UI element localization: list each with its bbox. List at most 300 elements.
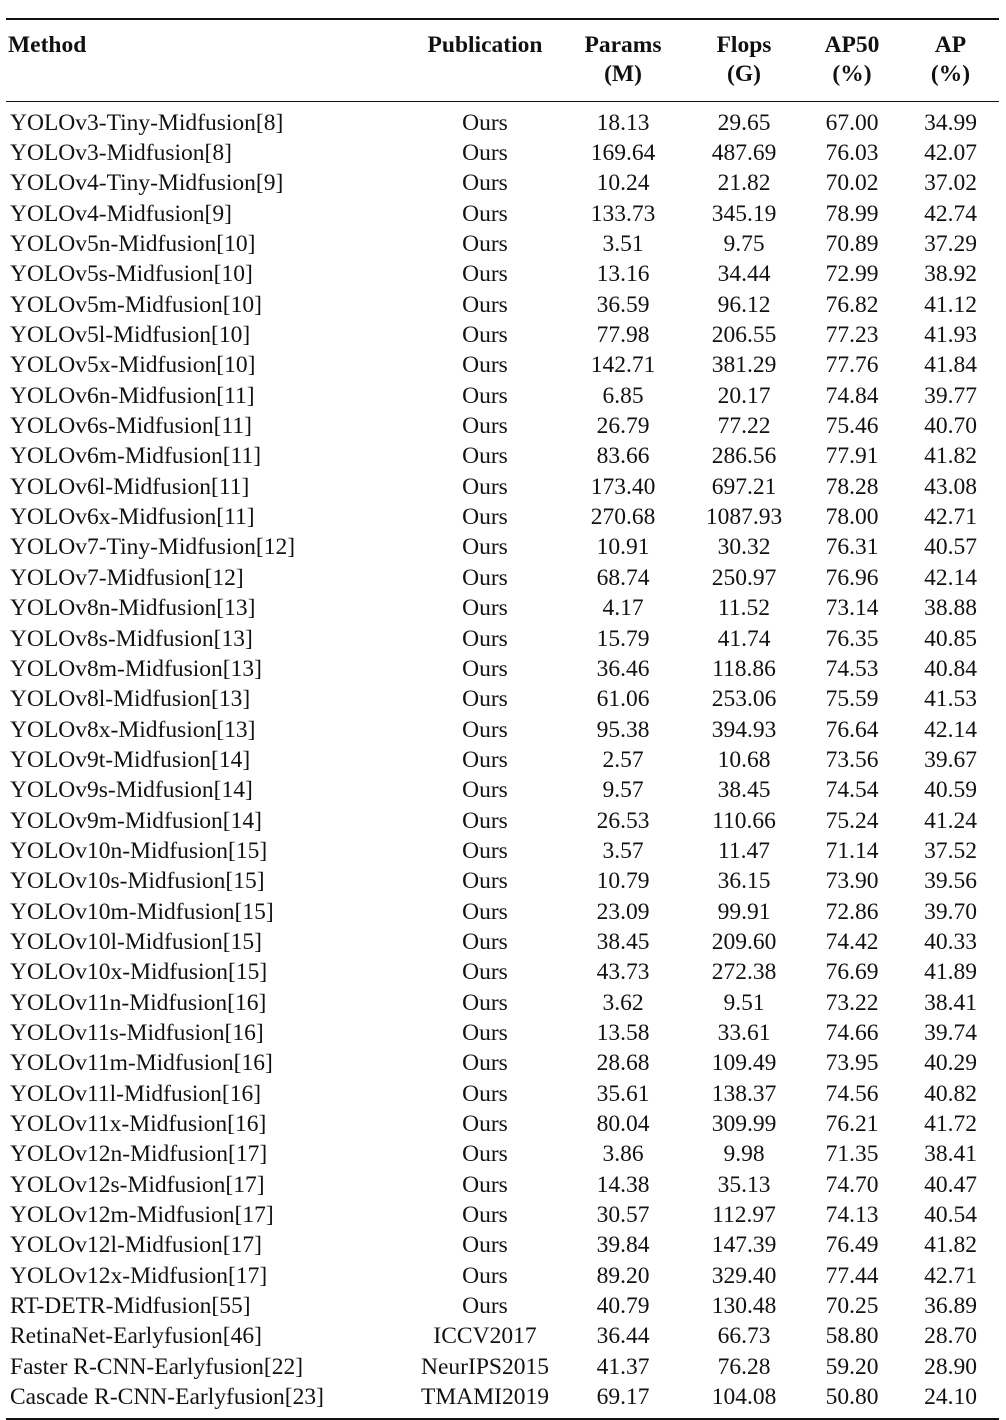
- cell-publication: TMAMI2019: [421, 1384, 549, 1411]
- cell-params: 15.79: [596, 625, 650, 652]
- cell-params: 3.62: [602, 989, 644, 1016]
- cell-ap: 37.52: [924, 837, 977, 864]
- cell-flops: 394.93: [711, 716, 777, 743]
- cell-flops: 30.32: [717, 534, 771, 561]
- cell-flops: 697.21: [711, 473, 777, 500]
- header-method: Method: [8, 32, 87, 58]
- table-row: [6, 563, 999, 593]
- cell-method: Cascade R-CNN-Earlyfusion[23]: [10, 1384, 324, 1411]
- table-row: [6, 381, 999, 411]
- cell-publication: Ours: [462, 322, 508, 349]
- cell-params: 39.84: [596, 1232, 650, 1259]
- cell-method: YOLOv11s-Midfusion[16]: [10, 1019, 264, 1046]
- cell-publication: Ours: [462, 231, 508, 258]
- header-ap-line1: AP: [934, 32, 967, 58]
- cell-method: YOLOv11m-Midfusion[16]: [10, 1050, 273, 1077]
- cell-ap: 40.84: [924, 655, 977, 682]
- cell-flops: 381.29: [711, 352, 777, 379]
- cell-params: 10.91: [596, 534, 650, 561]
- cell-flops: 76.28: [717, 1353, 771, 1380]
- cell-ap: 40.57: [924, 534, 977, 561]
- cell-method: YOLOv10x-Midfusion[15]: [10, 959, 268, 986]
- cell-params: 3.57: [602, 837, 644, 864]
- cell-publication: Ours: [462, 170, 508, 197]
- cell-ap50: 77.76: [825, 352, 879, 379]
- table-row: [6, 1382, 999, 1418]
- cell-ap50: 73.22: [825, 989, 879, 1016]
- cell-ap: 41.84: [924, 352, 977, 379]
- cell-ap: 41.82: [924, 443, 977, 470]
- cell-ap: 41.82: [924, 1232, 977, 1259]
- results-table-container: [6, 18, 999, 1420]
- table-row: [6, 1049, 999, 1079]
- table-row: [6, 776, 999, 806]
- cell-ap50: 77.23: [825, 322, 879, 349]
- table-row: [6, 229, 999, 259]
- cell-flops: 138.37: [711, 1080, 777, 1107]
- cell-method: YOLOv12s-Midfusion[17]: [10, 1171, 265, 1198]
- cell-flops: 36.15: [717, 868, 771, 895]
- cell-params: 95.38: [596, 716, 650, 743]
- cell-ap: 42.14: [924, 564, 977, 591]
- cell-method: YOLOv11x-Midfusion[16]: [10, 1111, 267, 1138]
- cell-method: YOLOv11l-Midfusion[16]: [10, 1080, 262, 1107]
- cell-ap50: 73.56: [825, 746, 879, 773]
- cell-params: 10.24: [596, 170, 650, 197]
- cell-flops: 104.08: [711, 1384, 777, 1411]
- cell-method: YOLOv5n-Midfusion[10]: [10, 231, 256, 258]
- table-row: [6, 897, 999, 927]
- cell-publication: Ours: [462, 261, 508, 288]
- table-row: [6, 1079, 999, 1109]
- cell-method: YOLOv5x-Midfusion[10]: [10, 352, 256, 379]
- cell-ap: 36.89: [924, 1293, 977, 1320]
- cell-method: YOLOv8l-Midfusion[13]: [10, 686, 251, 713]
- cell-params: 68.74: [596, 564, 650, 591]
- cell-ap: 39.56: [924, 868, 977, 895]
- table-row: [6, 988, 999, 1018]
- cell-ap: 38.41: [924, 989, 977, 1016]
- table-row: [6, 502, 999, 532]
- cell-publication: Ours: [462, 807, 508, 834]
- cell-publication: Ours: [462, 595, 508, 622]
- cell-publication: Ours: [462, 413, 508, 440]
- cell-method: YOLOv12n-Midfusion[17]: [10, 1141, 268, 1168]
- cell-params: 40.79: [596, 1293, 650, 1320]
- cell-ap: 43.08: [924, 473, 977, 500]
- cell-publication: Ours: [462, 898, 508, 925]
- cell-ap: 40.70: [924, 413, 977, 440]
- cell-publication: Ours: [462, 473, 508, 500]
- cell-params: 26.79: [596, 413, 650, 440]
- cell-publication: Ours: [462, 928, 508, 955]
- cell-ap50: 76.69: [825, 959, 879, 986]
- cell-ap50: 71.35: [825, 1141, 879, 1168]
- cell-method: YOLOv8n-Midfusion[13]: [10, 595, 256, 622]
- cell-publication: Ours: [462, 716, 508, 743]
- header-flops-line1: Flops: [716, 32, 772, 58]
- cell-method: YOLOv10l-Midfusion[15]: [10, 928, 262, 955]
- cell-flops: 309.99: [711, 1111, 777, 1138]
- cell-params: 41.37: [596, 1353, 650, 1380]
- cell-method: YOLOv7-Midfusion[12]: [10, 564, 244, 591]
- cell-params: 3.86: [602, 1141, 644, 1168]
- table-row: [6, 138, 999, 168]
- cell-publication: Ours: [462, 1141, 508, 1168]
- cell-publication: Ours: [462, 1171, 508, 1198]
- cell-ap: 38.88: [924, 595, 977, 622]
- cell-method: YOLOv5m-Midfusion[10]: [10, 291, 262, 318]
- cell-ap: 40.47: [924, 1171, 977, 1198]
- cell-ap50: 74.70: [825, 1171, 879, 1198]
- cell-ap: 38.41: [924, 1141, 977, 1168]
- header-flops: [686, 19, 802, 102]
- table-row: [6, 836, 999, 866]
- cell-params: 36.46: [596, 655, 650, 682]
- cell-method: YOLOv12l-Midfusion[17]: [10, 1232, 262, 1259]
- table-row: [6, 654, 999, 684]
- cell-method: YOLOv6m-Midfusion[11]: [10, 443, 262, 470]
- cell-flops: 329.40: [711, 1262, 777, 1289]
- cell-method: Faster R-CNN-Earlyfusion[22]: [10, 1353, 304, 1380]
- table-row: [6, 290, 999, 320]
- header-flops-line2: (G): [727, 61, 761, 87]
- cell-publication: Ours: [462, 1293, 508, 1320]
- cell-method: YOLOv3-Midfusion[8]: [10, 140, 232, 167]
- cell-ap50: 75.59: [825, 686, 879, 713]
- cell-params: 77.98: [596, 322, 650, 349]
- table-row: [6, 715, 999, 745]
- cell-flops: 20.17: [717, 382, 771, 409]
- cell-method: YOLOv12m-Midfusion[17]: [10, 1202, 274, 1229]
- cell-params: 83.66: [596, 443, 650, 470]
- cell-params: 13.58: [596, 1019, 650, 1046]
- cell-params: 23.09: [596, 898, 650, 925]
- cell-method: YOLOv10s-Midfusion[15]: [10, 868, 265, 895]
- cell-ap50: 74.13: [825, 1202, 879, 1229]
- table-header-row: [6, 19, 999, 102]
- results-table: [6, 18, 999, 1420]
- cell-method: YOLOv5s-Midfusion[10]: [10, 261, 253, 288]
- table-row: [6, 1231, 999, 1261]
- cell-publication: Ours: [462, 837, 508, 864]
- cell-ap: 39.74: [924, 1019, 977, 1046]
- cell-ap50: 78.00: [825, 504, 879, 531]
- cell-flops: 21.82: [717, 170, 771, 197]
- cell-ap: 39.67: [924, 746, 977, 773]
- cell-ap: 41.89: [924, 959, 977, 986]
- cell-method: YOLOv4-Tiny-Midfusion[9]: [10, 170, 284, 197]
- cell-ap50: 74.42: [825, 928, 879, 955]
- cell-publication: Ours: [462, 1050, 508, 1077]
- table-row: [6, 594, 999, 624]
- table-row: [6, 411, 999, 441]
- cell-params: 4.17: [602, 595, 644, 622]
- cell-ap: 37.02: [924, 170, 977, 197]
- cell-flops: 253.06: [711, 686, 777, 713]
- cell-publication: Ours: [462, 1111, 508, 1138]
- cell-ap: 40.85: [924, 625, 977, 652]
- cell-method: YOLOv7-Tiny-Midfusion[12]: [10, 534, 296, 561]
- cell-params: 36.44: [596, 1323, 650, 1350]
- table-row: [6, 867, 999, 897]
- cell-ap50: 76.31: [825, 534, 879, 561]
- cell-ap50: 74.53: [825, 655, 879, 682]
- cell-params: 133.73: [590, 200, 656, 227]
- table-row: [6, 320, 999, 350]
- cell-publication: Ours: [462, 989, 508, 1016]
- cell-flops: 286.56: [711, 443, 777, 470]
- cell-flops: 99.91: [717, 898, 771, 925]
- table-row: [6, 927, 999, 957]
- cell-flops: 10.68: [717, 746, 771, 773]
- table-row: [6, 169, 999, 199]
- cell-ap50: 58.80: [825, 1323, 879, 1350]
- cell-params: 9.57: [602, 777, 644, 804]
- cell-ap: 24.10: [924, 1384, 977, 1411]
- cell-method: YOLOv6n-Midfusion[11]: [10, 382, 255, 409]
- cell-params: 80.04: [596, 1111, 650, 1138]
- table-row: [6, 1109, 999, 1139]
- cell-publication: Ours: [462, 625, 508, 652]
- cell-publication: Ours: [462, 777, 508, 804]
- header-params-line2: (M): [604, 61, 642, 87]
- cell-flops: 272.38: [711, 959, 777, 986]
- table-row: [6, 624, 999, 654]
- header-publication: Publication: [427, 32, 543, 58]
- cell-publication: Ours: [462, 200, 508, 227]
- cell-publication: Ours: [462, 140, 508, 167]
- cell-flops: 130.48: [711, 1293, 777, 1320]
- cell-ap: 42.74: [924, 200, 977, 227]
- cell-params: 173.40: [590, 473, 656, 500]
- cell-method: YOLOv8x-Midfusion[13]: [10, 716, 256, 743]
- cell-flops: 250.97: [711, 564, 777, 591]
- cell-params: 2.57: [602, 746, 644, 773]
- cell-publication: Ours: [462, 1262, 508, 1289]
- table-body: [6, 102, 999, 1419]
- cell-flops: 345.19: [711, 200, 777, 227]
- cell-flops: 147.39: [711, 1232, 777, 1259]
- cell-ap: 40.59: [924, 777, 977, 804]
- cell-flops: 34.44: [717, 261, 771, 288]
- table-row: [6, 260, 999, 290]
- cell-ap: 42.71: [924, 504, 977, 531]
- table-row: [6, 1322, 999, 1352]
- cell-method: RetinaNet-Earlyfusion[46]: [10, 1323, 262, 1350]
- cell-ap: 41.93: [924, 322, 977, 349]
- cell-method: YOLOv12x-Midfusion[17]: [10, 1262, 268, 1289]
- cell-ap: 39.77: [924, 382, 977, 409]
- cell-params: 14.38: [596, 1171, 650, 1198]
- cell-publication: Ours: [462, 291, 508, 318]
- cell-flops: 209.60: [711, 928, 777, 955]
- cell-publication: Ours: [462, 1080, 508, 1107]
- cell-flops: 35.13: [717, 1171, 771, 1198]
- cell-params: 3.51: [602, 231, 644, 258]
- table-row: [6, 442, 999, 472]
- cell-publication: Ours: [462, 443, 508, 470]
- cell-ap50: 50.80: [825, 1384, 879, 1411]
- table-row: [6, 745, 999, 775]
- cell-ap: 38.92: [924, 261, 977, 288]
- cell-flops: 112.97: [712, 1202, 776, 1229]
- cell-ap: 37.29: [924, 231, 977, 258]
- cell-flops: 29.65: [717, 109, 771, 136]
- cell-ap50: 78.99: [825, 200, 879, 227]
- cell-flops: 118.86: [712, 655, 776, 682]
- table-row: [6, 102, 999, 139]
- table-row: [6, 1291, 999, 1321]
- cell-ap: 42.07: [924, 140, 977, 167]
- cell-ap: 39.70: [924, 898, 977, 925]
- table-row: [6, 351, 999, 381]
- table-row: [6, 1140, 999, 1170]
- cell-ap: 28.90: [924, 1353, 977, 1380]
- cell-publication: Ours: [462, 504, 508, 531]
- table-row: [6, 1200, 999, 1230]
- cell-flops: 11.52: [717, 595, 770, 622]
- cell-method: YOLOv8m-Midfusion[13]: [10, 655, 262, 682]
- cell-ap50: 74.56: [825, 1080, 879, 1107]
- cell-method: YOLOv10m-Midfusion[15]: [10, 898, 274, 925]
- cell-ap: 40.54: [924, 1202, 977, 1229]
- cell-flops: 41.74: [717, 625, 771, 652]
- table-row: [6, 1018, 999, 1048]
- cell-flops: 1087.93: [705, 504, 783, 531]
- cell-flops: 77.22: [717, 413, 771, 440]
- cell-ap50: 74.54: [825, 777, 879, 804]
- cell-flops: 206.55: [711, 322, 777, 349]
- table-row: [6, 1170, 999, 1200]
- cell-ap50: 74.66: [825, 1019, 879, 1046]
- header-ap50-line2: (%): [832, 61, 872, 87]
- cell-ap: 28.70: [924, 1323, 977, 1350]
- cell-method: RT-DETR-Midfusion[55]: [10, 1293, 251, 1320]
- header-params: [560, 19, 686, 102]
- cell-ap50: 72.86: [825, 898, 879, 925]
- cell-ap50: 77.44: [825, 1262, 879, 1289]
- cell-ap50: 77.91: [825, 443, 879, 470]
- cell-ap50: 73.90: [825, 868, 879, 895]
- cell-flops: 96.12: [717, 291, 771, 318]
- table-row: [6, 958, 999, 988]
- cell-publication: Ours: [462, 352, 508, 379]
- cell-params: 18.13: [596, 109, 650, 136]
- cell-params: 26.53: [596, 807, 650, 834]
- cell-flops: 9.51: [723, 989, 765, 1016]
- cell-ap50: 74.84: [825, 382, 879, 409]
- cell-ap: 40.33: [924, 928, 977, 955]
- cell-params: 69.17: [596, 1384, 650, 1411]
- cell-publication: Ours: [462, 686, 508, 713]
- cell-params: 270.68: [590, 504, 656, 531]
- cell-ap50: 73.95: [825, 1050, 879, 1077]
- cell-ap50: 67.00: [825, 109, 879, 136]
- cell-ap50: 76.35: [825, 625, 879, 652]
- cell-ap: 40.29: [924, 1050, 977, 1077]
- cell-ap: 41.24: [924, 807, 977, 834]
- cell-params: 169.64: [590, 140, 656, 167]
- cell-publication: Ours: [462, 534, 508, 561]
- cell-flops: 9.98: [723, 1141, 765, 1168]
- cell-publication: Ours: [462, 868, 508, 895]
- cell-flops: 11.47: [717, 837, 770, 864]
- header-ap50: [802, 19, 902, 102]
- cell-method: YOLOv3-Tiny-Midfusion[8]: [10, 109, 284, 136]
- cell-ap: 40.82: [924, 1080, 977, 1107]
- cell-ap: 34.99: [924, 109, 977, 136]
- table-row: [6, 685, 999, 715]
- cell-method: YOLOv6l-Midfusion[11]: [10, 473, 250, 500]
- cell-publication: Ours: [462, 959, 508, 986]
- cell-params: 30.57: [596, 1202, 650, 1229]
- table-row: [6, 472, 999, 502]
- cell-flops: 9.75: [723, 231, 765, 258]
- cell-flops: 110.66: [712, 807, 776, 834]
- cell-ap: 42.71: [924, 1262, 977, 1289]
- cell-publication: Ours: [462, 564, 508, 591]
- header-ap50-line1: AP50: [824, 32, 880, 58]
- cell-ap50: 76.49: [825, 1232, 879, 1259]
- cell-params: 28.68: [596, 1050, 650, 1077]
- cell-params: 142.71: [590, 352, 656, 379]
- cell-method: YOLOv6s-Midfusion[11]: [10, 413, 252, 440]
- cell-publication: Ours: [462, 746, 508, 773]
- cell-ap50: 75.24: [825, 807, 879, 834]
- cell-params: 89.20: [596, 1262, 650, 1289]
- cell-publication: Ours: [462, 1019, 508, 1046]
- cell-ap50: 76.03: [825, 140, 879, 167]
- cell-ap50: 59.20: [825, 1353, 879, 1380]
- table-row: [6, 1352, 999, 1382]
- cell-params: 61.06: [596, 686, 650, 713]
- cell-ap: 42.14: [924, 716, 977, 743]
- cell-publication: ICCV2017: [433, 1323, 537, 1350]
- cell-method: YOLOv6x-Midfusion[11]: [10, 504, 255, 531]
- header-params-line1: Params: [584, 32, 662, 58]
- cell-publication: Ours: [462, 1202, 508, 1229]
- cell-publication: NeurIPS2015: [421, 1353, 549, 1380]
- table-row: [6, 533, 999, 563]
- cell-method: YOLOv5l-Midfusion[10]: [10, 322, 251, 349]
- table-row: [6, 199, 999, 229]
- table-row: [6, 806, 999, 836]
- table-row: [6, 1261, 999, 1291]
- cell-ap50: 73.14: [825, 595, 879, 622]
- cell-method: YOLOv9m-Midfusion[14]: [10, 807, 262, 834]
- cell-flops: 487.69: [711, 140, 777, 167]
- cell-flops: 109.49: [711, 1050, 777, 1077]
- cell-params: 38.45: [596, 928, 650, 955]
- cell-ap: 41.53: [924, 686, 977, 713]
- cell-ap50: 70.02: [825, 170, 879, 197]
- cell-params: 10.79: [596, 868, 650, 895]
- cell-method: YOLOv11n-Midfusion[16]: [10, 989, 267, 1016]
- cell-method: YOLOv10n-Midfusion[15]: [10, 837, 268, 864]
- cell-ap: 41.72: [924, 1111, 977, 1138]
- cell-ap50: 75.46: [825, 413, 879, 440]
- cell-publication: Ours: [462, 1232, 508, 1259]
- cell-method: YOLOv8s-Midfusion[13]: [10, 625, 253, 652]
- cell-ap50: 70.25: [825, 1293, 879, 1320]
- cell-ap: 41.12: [924, 291, 977, 318]
- cell-params: 43.73: [596, 959, 650, 986]
- cell-ap50: 72.99: [825, 261, 879, 288]
- cell-ap50: 71.14: [825, 837, 879, 864]
- cell-params: 13.16: [596, 261, 650, 288]
- cell-publication: Ours: [462, 382, 508, 409]
